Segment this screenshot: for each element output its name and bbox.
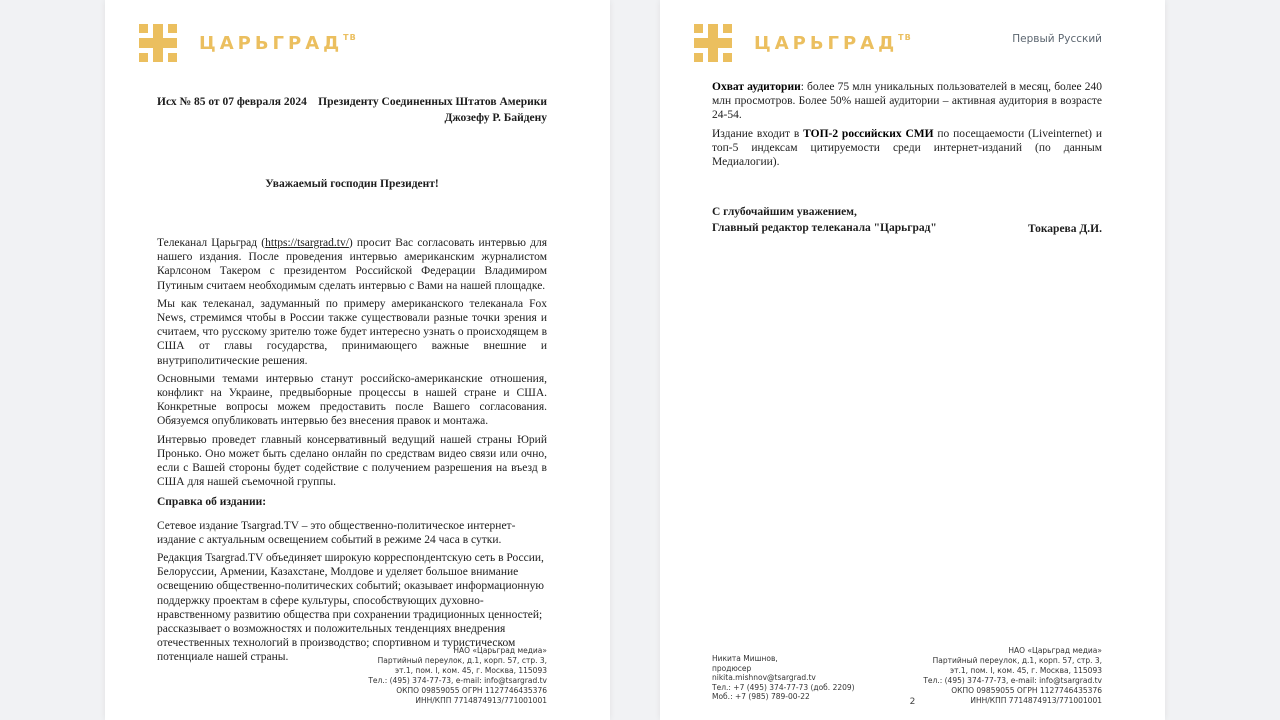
tsargrad-url-link[interactable]: https://tsargrad.tv/ <box>265 237 349 249</box>
contact-role: продюсер <box>712 663 752 673</box>
letter-body <box>712 80 1102 236</box>
paragraph-host: Интервью проведет главный консервативный ведущий нашей страны Юрий Пронько. Оно может быть сделано онлайн по средствам видео связи или очно, если с Вашей стороны будет содействие с получением разрешения на въезд в США для нашей съемочной группы. <box>157 433 547 489</box>
brand-tv-suffix: ТВ <box>898 32 912 42</box>
footer-line-company: НАО «Царьград медиа» <box>453 646 547 655</box>
letter-body <box>157 236 547 669</box>
tsargrad-logo-text <box>199 33 357 54</box>
tsargrad-cross-logo-icon <box>694 24 732 62</box>
about-paragraph-2: Редакция Tsargrad.TV объединяет широкую корреспондентскую сеть в России, Белоруссии, Армении, Казахстане, Молдове и уделяет большое внимание освещению общественно-политических событий; оказывает информационную поддержку проектам в сфере культуры, способствующих духовно-нравственному развитию общества при сохранении традиционных ценностей; рассказывает о возможностях и положительных тенденциях внедрения отечественных технологий в производство; спортивном и туристическом потенциале нашей страны. <box>157 552 545 664</box>
letter-page-1 <box>105 0 610 720</box>
addressee-title: Президенту Соединенных Штатов Америки <box>318 96 547 108</box>
signature-name: Токарева Д.И. <box>1027 223 1102 236</box>
tsargrad-logo <box>694 24 912 62</box>
addressee-block <box>318 95 547 126</box>
footer-line-inn-kpp: ИНН/КПП 7714874913/771001001 <box>970 696 1102 705</box>
top2-smi-label: ТОП-2 российских СМИ <box>803 127 934 140</box>
closing-block <box>712 205 937 236</box>
footer-line-okpo-ogrn: ОКПО 09859055 ОГРН 1127746435376 <box>396 686 547 695</box>
salutation: Уважаемый господин Президент! <box>265 178 439 190</box>
footer-line-inn-kpp: ИНН/КПП 7714874913/771001001 <box>415 696 547 705</box>
closing-signature-row <box>712 205 1102 236</box>
company-requisites-footer <box>368 646 547 706</box>
footer-line-street: Партийный переулок, д.1, корп. 57, стр. 3, <box>377 656 547 665</box>
contact-email: nikita.mishnov@tsargrad.tv <box>712 673 816 682</box>
footer-line-okpo-ogrn: ОКПО 09859055 ОГРН 1127746435376 <box>951 686 1102 695</box>
paragraph-audience-reach <box>712 80 1102 123</box>
page-number: 2 <box>909 697 916 707</box>
paragraph-fox-news: Мы как телеканал, задуманный по примеру американского телеканала Fox News, стремимся чтобы в России также существовали разные точки зрения и считаем, что русскому зрителю тоже будет интересно узнать о происходящем в США от главы государства, принимающего важные внешние и внутриполитические решения. <box>157 297 547 367</box>
footer-line-city: эт.1, пом. I, ком. 45, г. Москва, 115093 <box>395 666 547 675</box>
footer-line-city: эт.1, пом. I, ком. 45, г. Москва, 115093 <box>950 666 1102 675</box>
outgoing-ref-number: Исх № 85 от 07 февраля 2024 <box>157 96 307 108</box>
paragraph-topics: Основными темами интервью станут российско-американские отношения, конфликт на Украине, предвыборные процессы в нашей стране и США. Конкретные вопросы можем предоставить после Вашего согласования. Обязуемся опубликовать интервью без внесения правок и монтажа. <box>157 372 547 428</box>
about-paragraph-1: Сетевое издание Tsargrad.TV – это общественно-политическое интернет-издание с актуальным освещением событий в режиме 24 часа в сутки. <box>157 519 516 546</box>
brand-name: ЦАРЬГРАД <box>199 32 344 54</box>
audience-reach-label: Охват аудитории <box>712 81 801 93</box>
paragraph-media-ranking <box>712 127 1102 170</box>
closing-editor-title: Главный редактор телеканала "Царьград" <box>712 221 937 234</box>
footer-line-phone-email: Тел.: (495) 374-77-73, e-mail: info@tsargrad.tv <box>368 676 547 685</box>
contact-phone: Тел.: +7 (495) 374-77-73 (доб. 2209) <box>712 682 855 692</box>
tsargrad-cross-logo-icon <box>139 24 177 62</box>
footer-line-phone-email: Тел.: (495) 374-77-73, e-mail: info@tsargrad.tv <box>923 676 1102 685</box>
producer-contact-footer <box>712 654 855 702</box>
tsargrad-logo-text <box>754 33 912 54</box>
closing-regards: С глубочайшим уважением, <box>712 206 857 219</box>
brand-name: ЦАРЬГРАД <box>754 32 899 54</box>
paragraph-text: Издание входит в <box>712 127 804 140</box>
brand-tagline: Первый Русский <box>1012 33 1102 45</box>
tsargrad-logo <box>139 24 357 62</box>
brand-tv-suffix: ТВ <box>343 32 357 42</box>
paragraph-interview-request <box>157 236 547 293</box>
footer-line-street: Партийный переулок, д.1, корп. 57, стр. 3, <box>932 656 1102 665</box>
contact-mobile: Моб.: +7 (985) 789-00-22 <box>712 692 810 701</box>
letter-page-2 <box>660 0 1165 720</box>
footer-line-company: НАО «Царьград медиа» <box>1008 646 1102 655</box>
contact-name: Никита Мишнов, <box>712 654 778 663</box>
paragraph-text: : более 75 млн уникальных пользователей в месяц, более 240 млн просмотров. Более 50% нашей аудитории – активная аудитория в возрасте 24-54. <box>712 81 1102 122</box>
paragraph-text: Телеканал Царьград ( <box>157 237 266 249</box>
addressee-name: Джозефу Р. Байдену <box>444 111 547 124</box>
paragraph-text: по посещаемости (Liveinternet) и топ-5 индексам цитируемости среди интернет-изданий (по данным Медиалогии). <box>712 127 1102 169</box>
reference-and-addressee-row <box>157 95 547 126</box>
about-publication-heading: Справка об издании: <box>157 496 267 509</box>
paragraph-text: ) просит Вас согласовать интервью для нашего издания. После проведения интервью американским журналистом Карлсоном Такером с президентом Российской Федерации Владимиром Путиным считаем необходимым сделать интервью с Вами на нашей площадке. <box>157 237 547 292</box>
